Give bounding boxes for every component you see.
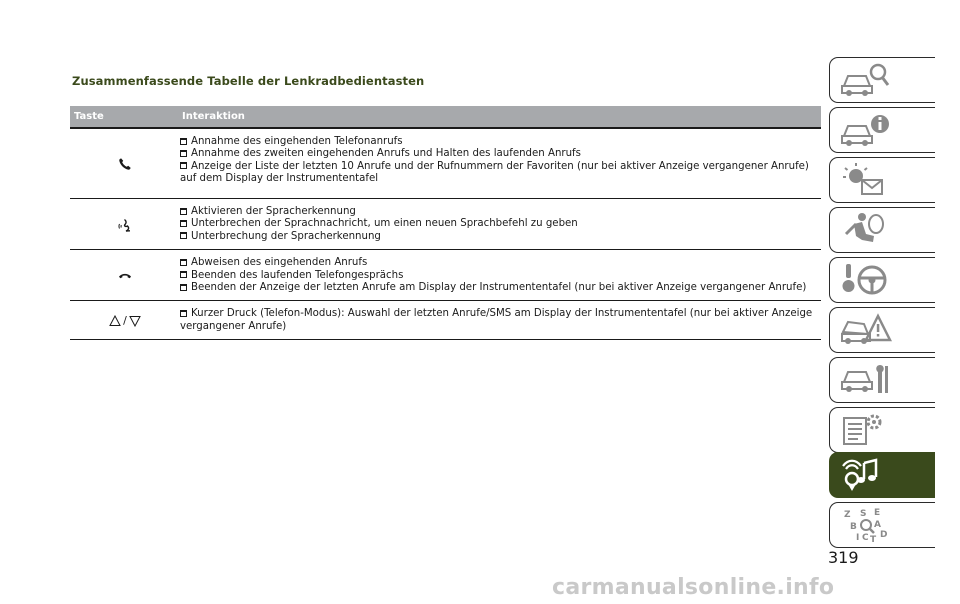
car-search-icon (840, 62, 892, 98)
list-item: Unterbrechung der Spracherkennung (180, 231, 821, 243)
bullet-icon (180, 232, 187, 239)
bullet-icon (180, 220, 187, 227)
watermark: carmanualsonline.info (552, 575, 835, 600)
car-crash-warning-icon (840, 312, 892, 348)
page-number: 319 (828, 548, 859, 567)
header-action: Interaktion (182, 111, 245, 122)
svg-text:E: E (874, 508, 881, 518)
svg-text:C: C (862, 533, 869, 543)
bullet-icon (180, 150, 187, 157)
tab-index[interactable] (829, 502, 935, 548)
table-row (70, 199, 821, 250)
down-arrow-icon (129, 315, 141, 327)
phone-hangup-icon (118, 271, 132, 281)
svg-text:B: B (850, 522, 857, 532)
alphabet-index-icon (840, 507, 892, 543)
tab-servicing[interactable] (829, 357, 935, 403)
car-wrench-icon (840, 362, 892, 398)
bullet-icon (180, 310, 187, 317)
svg-text:I: I (856, 533, 860, 543)
tab-car-info[interactable] (829, 107, 935, 153)
action-cell (180, 136, 821, 192)
phone-answer-icon (118, 157, 132, 171)
car-info-icon (840, 112, 892, 148)
bullet-icon (180, 162, 187, 169)
action-cell (180, 206, 821, 243)
key-cell (70, 206, 180, 243)
up-down-arrows-icon (109, 314, 141, 327)
table-header (70, 106, 821, 129)
list-item: Beenden des laufenden Telefongesprächs (180, 270, 821, 282)
list-item: Aktivieren der Spracherkennung (180, 206, 821, 218)
svg-text:T: T (870, 535, 877, 543)
steering-controls-table (70, 106, 821, 340)
up-arrow-icon (109, 315, 121, 327)
action-cell (180, 308, 821, 333)
svg-text:S: S (860, 509, 867, 519)
multimedia-music-icon (840, 457, 892, 493)
tab-safety[interactable] (829, 207, 935, 253)
svg-text:Z: Z (844, 510, 851, 520)
key-cell (70, 308, 180, 333)
tab-technical-data[interactable] (829, 407, 935, 453)
tab-multimedia[interactable] (829, 452, 935, 498)
header-key: Taste (74, 111, 104, 122)
svg-text:A: A (874, 520, 881, 530)
list-item: Abweisen des eingehenden Anrufs (180, 257, 821, 269)
tab-starting-driving[interactable] (829, 257, 935, 303)
list-item: Annahme des zweiten eingehenden Anrufs und Halten des laufenden Anrufs (180, 148, 821, 160)
bullet-icon (180, 284, 187, 291)
key-cell (70, 136, 180, 192)
tab-car-search[interactable] (829, 57, 935, 103)
bullet-icon (180, 271, 187, 278)
section-title: Zusammenfassende Tabelle der Lenkradbedientasten (72, 74, 425, 88)
key-cell (70, 257, 180, 294)
bullet-icon (180, 138, 187, 145)
warning-light-message-icon (840, 162, 892, 198)
table-row (70, 301, 821, 340)
svg-text:D: D (880, 530, 888, 540)
tab-emergency[interactable] (829, 307, 935, 353)
tab-warning-lights[interactable] (829, 157, 935, 203)
list-item: Annahme des eingehenden Telefonanrufs (180, 136, 821, 148)
key-separator: / (123, 314, 127, 328)
list-item: Kurzer Druck (Telefon-Modus): Auswahl der letzten Anrufe/SMS am Display der Instrumententafel (nur bei aktiver Anzeige vergangener Anrufe) (180, 308, 813, 332)
list-item: Unterbrechen der Sprachnachricht, um einen neuen Sprachbefehl zu geben (180, 218, 821, 230)
table-row (70, 250, 821, 301)
list-item: Anzeige der Liste der letzten 10 Anrufe und der Rufnummern der Favoriten (nur bei aktiver Anzeige vergangener Anrufe) auf dem Display der Instrumententafel (180, 160, 809, 185)
table-row (70, 129, 821, 199)
list-item: Beenden der Anzeige der letzten Anrufe am Display der Instrumententafel (nur bei aktiver Anzeige vergangener Anrufe) (180, 282, 821, 294)
key-steering-wheel-icon (840, 262, 892, 298)
action-cell (180, 257, 821, 294)
bullet-icon (180, 259, 187, 266)
specs-gear-icon (840, 412, 892, 448)
seat-airbag-safety-icon (840, 212, 892, 248)
voice-command-icon (118, 217, 132, 233)
bullet-icon (180, 208, 187, 215)
